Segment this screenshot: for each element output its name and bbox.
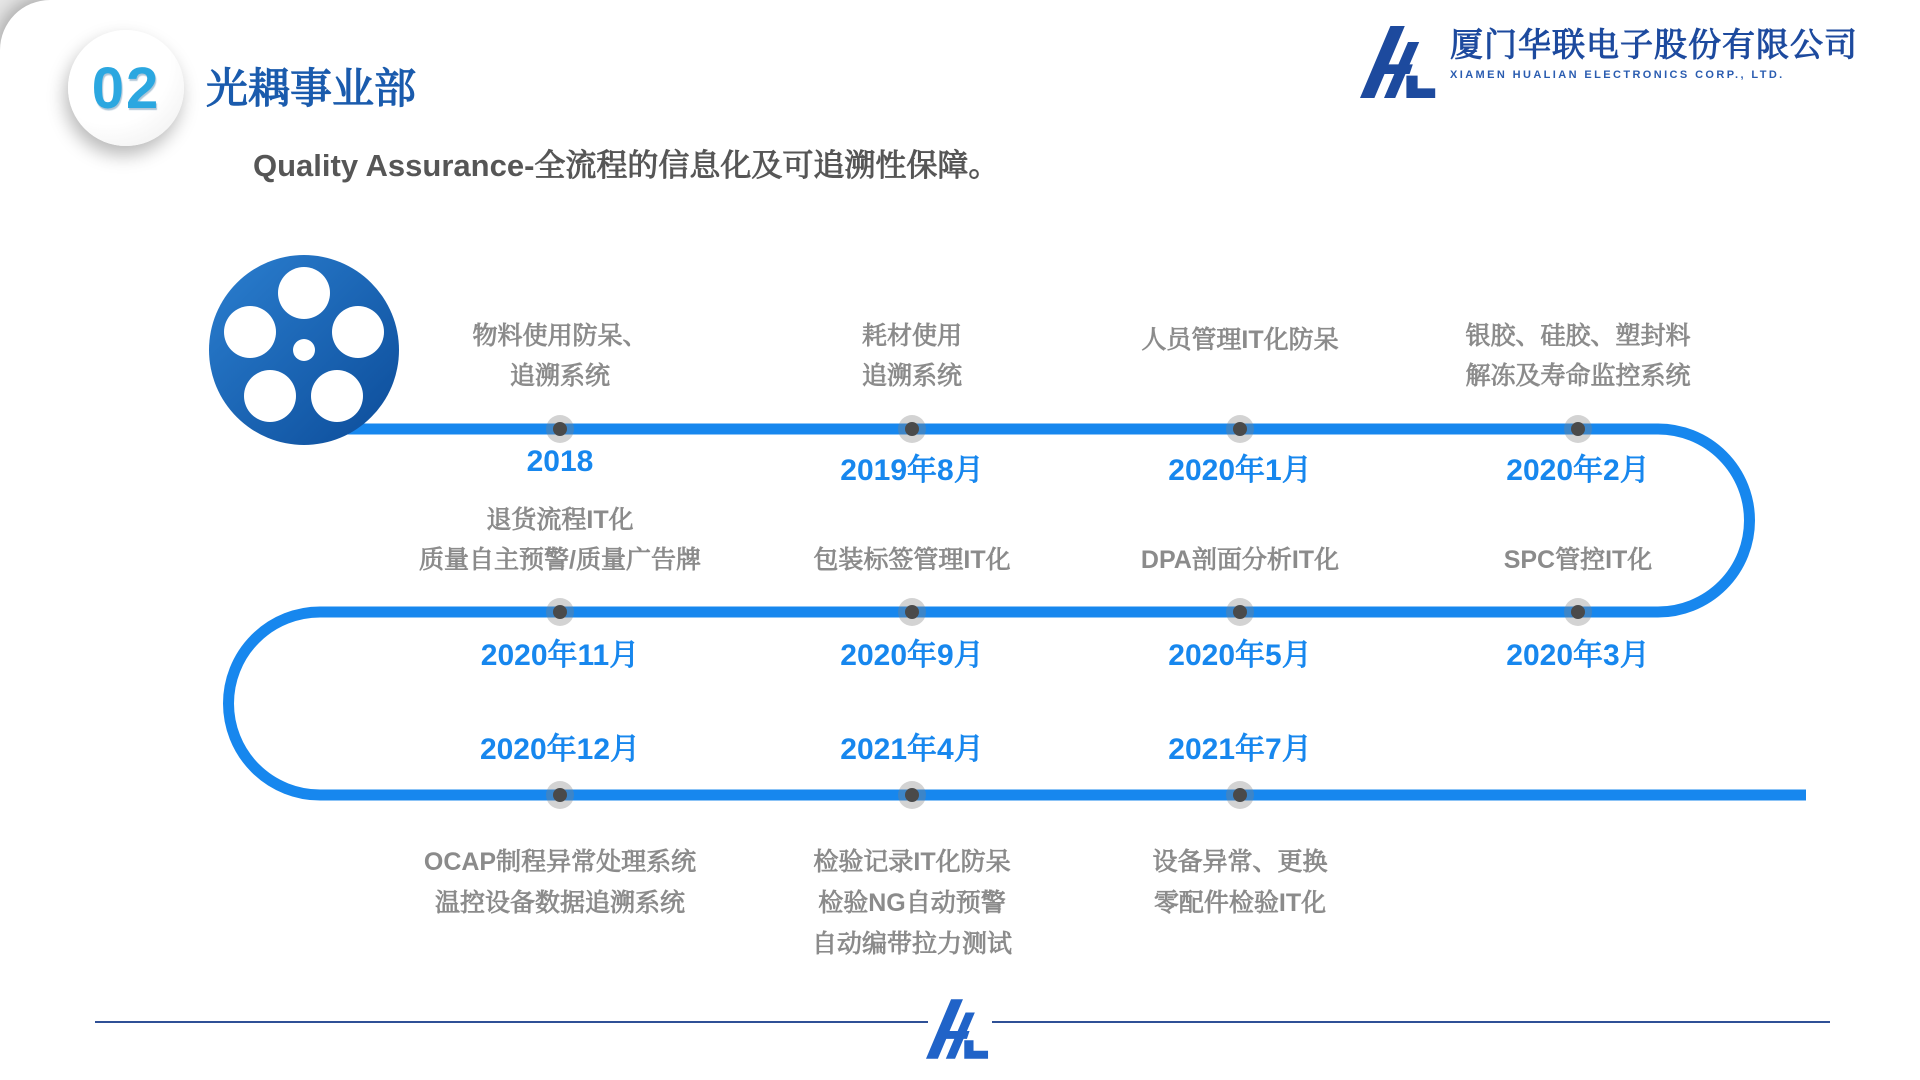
milestone-label: 银胶、硅胶、塑封料 解冻及寿命监控系统: [1465, 322, 1691, 390]
milestone-date: 2020年1月: [1168, 454, 1312, 487]
milestone-date: 2020年3月: [1506, 639, 1650, 672]
timeline-dot: [898, 415, 926, 443]
timeline-dot: [898, 781, 926, 809]
page-title: 光耦事业部: [206, 65, 417, 112]
section-number: 02: [91, 55, 161, 121]
timeline-dot: [546, 781, 574, 809]
timeline-dot: [546, 598, 574, 626]
timeline-dot: [1564, 415, 1592, 443]
milestone-label: 物料使用防呆、 追溯系统: [472, 322, 648, 390]
milestone-date: 2021年4月: [840, 733, 984, 766]
timeline-dot: [546, 415, 574, 443]
footer-hualian-logo-icon: [926, 998, 992, 1060]
milestone-label: DPA剖面分析IT化: [1140, 546, 1340, 574]
footer-divider: [95, 1021, 928, 1023]
milestone-label: 检验记录IT化防呆 检验NG自动预警 自动编带拉力测试: [811, 848, 1012, 958]
milestone-label: SPC管控IT化: [1503, 546, 1653, 574]
milestone-date: 2020年12月: [479, 733, 641, 766]
milestone-date: 2018: [526, 445, 594, 478]
footer-divider: [992, 1021, 1830, 1023]
milestone-label: 人员管理IT化防呆: [1141, 326, 1339, 354]
milestone-label: OCAP制程异常处理系统 温控设备数据追溯系统: [423, 848, 697, 917]
timeline-dot: [1226, 781, 1254, 809]
timeline-dot: [1226, 598, 1254, 626]
slide-subtitle: Quality Assurance-全流程的信息化及可追溯性保障。: [253, 148, 1000, 183]
timeline-dot: [898, 598, 926, 626]
milestone-label: 耗材使用 追溯系统: [861, 322, 962, 390]
milestone-date: 2020年11月: [480, 639, 640, 672]
company-name-cn: 厦门华联电子股份有限公司: [1450, 28, 1858, 64]
company-name-en: XIAMEN HUALIAN ELECTRONICS CORP., LTD.: [1450, 69, 1785, 81]
milestone-date: 2020年2月: [1506, 454, 1650, 487]
milestone-date: 2020年9月: [840, 639, 984, 672]
milestone-label: 包装标签管理IT化: [813, 546, 1011, 574]
milestone-label: 退货流程IT化 质量自主预警/质量广告牌: [419, 506, 701, 574]
timeline-dot: [1564, 598, 1592, 626]
timeline-dot: [1226, 415, 1254, 443]
milestone-date: 2019年8月: [840, 454, 984, 487]
milestone-date: 2020年5月: [1168, 639, 1312, 672]
milestone-label: 设备异常、更换 零配件检验IT化: [1152, 848, 1328, 917]
milestone-date: 2021年7月: [1168, 733, 1312, 766]
